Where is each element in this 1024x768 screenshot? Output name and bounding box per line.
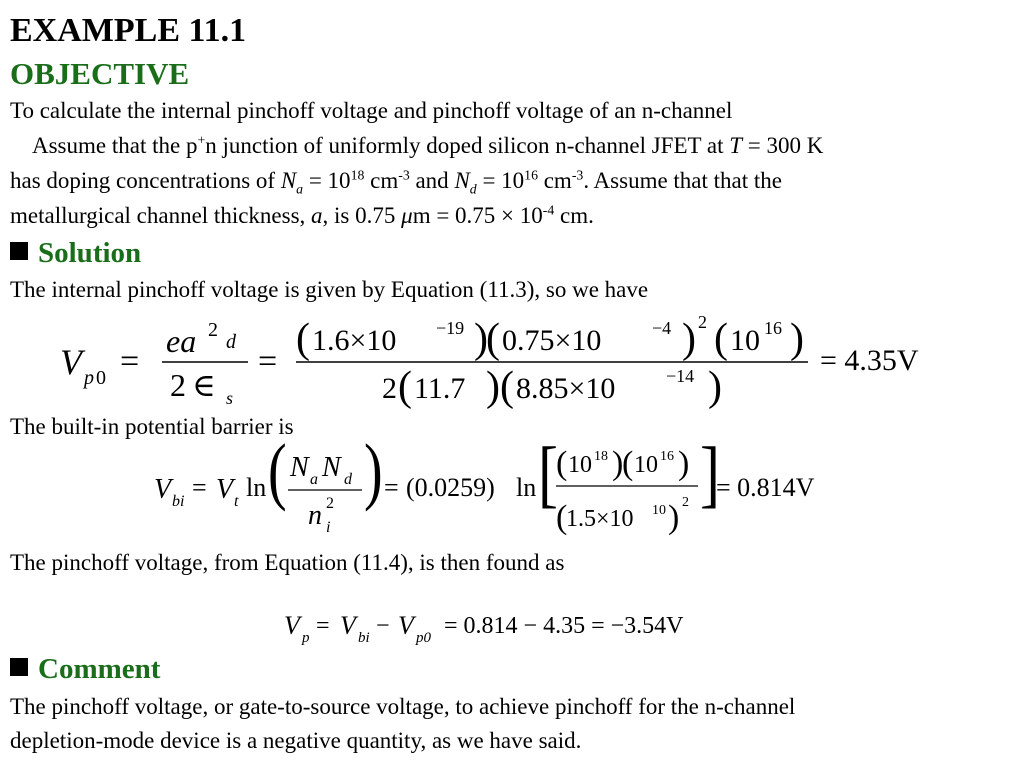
- eq1-den-eps: ∈: [192, 367, 216, 403]
- eq1-den-2: 2: [170, 367, 186, 403]
- eq1-num-exp-4: −4: [652, 318, 672, 338]
- eq2-ln: ln: [246, 473, 267, 502]
- eq1-num-exp-19: −19: [436, 318, 465, 338]
- eq3-equals: =: [316, 613, 330, 639]
- eq1-num-paren: (: [296, 316, 310, 362]
- text-run: n junction of uniformly doped silicon n-channel JFET at: [205, 133, 730, 158]
- superscript: 16: [524, 167, 538, 183]
- eq2-Vt: V: [216, 474, 234, 505]
- eq2-ln-2: ln: [516, 473, 537, 502]
- eq2-den-exp-10: 10: [652, 503, 666, 518]
- eq1-den-s: s: [226, 388, 234, 408]
- eq1-den-8-85: 8.85×10: [516, 372, 616, 405]
- eq1-num-1-6: 1.6×10: [312, 324, 397, 357]
- eq2-paren: (: [622, 445, 634, 482]
- eq1-den-2b: 2: [382, 372, 397, 405]
- text-run: = 10: [476, 168, 525, 193]
- eq2-Na: N: [290, 452, 309, 483]
- eq2-Nd: N: [322, 452, 341, 483]
- superscript: 18: [350, 167, 365, 183]
- text-run: Assume that the p: [32, 133, 198, 158]
- italic-var: a: [311, 203, 323, 228]
- eq2-V: V: [154, 474, 172, 505]
- eq2-ni: n: [308, 500, 322, 531]
- pinchoff-intro: The pinchoff voltage, from Equation (11.4), is then found as: [10, 550, 565, 575]
- eq2-equals-2: =: [384, 473, 399, 502]
- eq1-num-paren: ): [682, 316, 696, 362]
- text-run: cm.: [554, 203, 594, 228]
- eq2-paren: ): [678, 445, 690, 482]
- eq3-sub-bi: bi: [358, 630, 370, 646]
- eq1-V: V: [60, 342, 82, 382]
- eq2-sub-t: t: [234, 493, 239, 510]
- text-run: = 10: [303, 168, 351, 193]
- eq1-result: = 4.35V: [820, 344, 919, 377]
- equation-builtin-potential: [0, 436, 1024, 544]
- eq2-num-10b: 10: [634, 452, 658, 478]
- eq2-num-exp-18: 18: [594, 449, 608, 464]
- eq3-minus: −: [376, 613, 390, 639]
- eq2-bracket: [: [538, 436, 558, 516]
- eq2-sub-a: a: [310, 471, 318, 488]
- comment-heading: [10, 652, 160, 686]
- eq1-num-square: 2: [698, 312, 707, 332]
- objective-line-4: [10, 201, 594, 231]
- eq2-sub-i: i: [326, 519, 331, 536]
- eq3-Vp0: V: [398, 611, 414, 640]
- subscript: a: [296, 181, 304, 197]
- comment-heading-label: Comment: [38, 653, 161, 685]
- objective-line-1: To calculate the internal pinchoff voltage and pinchoff voltage of an n-channel: [10, 98, 733, 123]
- eq1-num-paren: ): [474, 316, 488, 362]
- eq2-num-10a: 10: [568, 452, 592, 478]
- eq3-sub-p: p: [302, 630, 310, 646]
- superscript: -3: [398, 167, 410, 183]
- eq1-num-0-75: 0.75×10: [502, 324, 602, 357]
- equation-internal-pinchoff: [0, 304, 1024, 414]
- eq2-sub-bi: bi: [172, 493, 185, 510]
- eq3-Vbi: V: [340, 611, 356, 640]
- eq1-num-exp-16: 16: [764, 318, 782, 338]
- eq1-den-paren: (: [500, 364, 514, 410]
- eq2-num-exp-16: 16: [660, 449, 674, 464]
- text-run: has doping concentrations of: [10, 168, 281, 193]
- text-run: and: [409, 168, 455, 193]
- eq1-num-ea: ea: [166, 323, 197, 359]
- text-run: = 300 K: [742, 133, 824, 158]
- bullet-square-icon: [10, 658, 28, 676]
- mu-symbol: μ: [401, 203, 413, 228]
- text-run: cm: [364, 168, 399, 193]
- builtin-intro: The built-in potential barrier is: [10, 414, 294, 439]
- eq1-den-exp-14: −14: [666, 366, 695, 386]
- superscript: +: [197, 132, 206, 148]
- eq2-ni-square: 2: [326, 495, 334, 512]
- eq2-bracket: ]: [700, 436, 720, 516]
- eq2-paren: ): [668, 499, 680, 536]
- eq1-sub-0: 0: [96, 367, 106, 389]
- eq1-equals-2: =: [258, 343, 278, 380]
- eq2-paren: ): [364, 436, 383, 513]
- objective-heading: OBJECTIVE: [10, 56, 190, 91]
- eq1-den-paren: (: [398, 364, 412, 410]
- eq2-result: = 0.814V: [716, 473, 815, 502]
- eq2-paren: ): [612, 445, 624, 482]
- italic-var: N: [280, 168, 297, 193]
- eq1-num-paren: (: [486, 316, 500, 362]
- eq1-num-paren: (: [714, 316, 728, 362]
- solution-heading-label: Solution: [38, 237, 142, 269]
- eq2-paren: (: [556, 445, 568, 482]
- objective-line-3: [10, 166, 782, 196]
- eq1-den-paren: ): [708, 364, 722, 410]
- eq2-paren: (: [268, 436, 287, 513]
- solution-intro: The internal pinchoff voltage is given by Equation (11.3), so we have: [10, 277, 649, 302]
- solution-heading: [10, 236, 141, 270]
- comment-line-1: The pinchoff voltage, or gate-to-source voltage, to achieve pinchoff for the n-channel: [10, 694, 796, 719]
- eq1-num-2: 2: [208, 319, 218, 341]
- eq2-den-square: 2: [682, 495, 689, 510]
- page-title: EXAMPLE 11.1: [10, 12, 247, 49]
- equation-pinchoff: [0, 600, 1024, 650]
- eq1-sub-p: p: [84, 367, 94, 389]
- eq2-den-1-5: 1.5×10: [566, 506, 634, 532]
- comment-line-2: depletion-mode device is a negative quantity, as we have said.: [10, 728, 582, 753]
- objective-line-2: [32, 131, 823, 161]
- italic-var: T: [729, 133, 743, 158]
- superscript: -3: [571, 167, 584, 183]
- eq3-V: V: [284, 611, 300, 640]
- eq1-num-paren: ): [790, 316, 804, 362]
- superscript: -4: [542, 202, 555, 218]
- text-run: . Assume that that the: [583, 168, 782, 193]
- text-run: metallurgical channel thickness,: [10, 203, 312, 228]
- text-run: , is 0.75: [322, 203, 402, 228]
- eq2-equals: =: [192, 473, 207, 502]
- eq3-sub-p0: p0: [416, 630, 431, 646]
- eq1-den-paren: ): [486, 364, 500, 410]
- eq2-sub-d: d: [344, 471, 352, 488]
- eq1-den-11-7: 11.7: [414, 372, 466, 405]
- eq2-coefficient: (0.0259): [406, 473, 495, 502]
- eq1-num-10: 10: [730, 324, 760, 357]
- italic-var: N: [454, 168, 470, 193]
- eq3-result: = 0.814 − 4.35 = −3.54V: [444, 613, 684, 639]
- subscript: d: [469, 181, 477, 197]
- text-run: cm: [537, 168, 572, 193]
- eq1-num-d: d: [226, 331, 236, 353]
- eq2-paren: (: [556, 499, 568, 536]
- text-run: m = 0.75 × 10: [412, 203, 543, 228]
- eq1-equals: =: [120, 343, 140, 380]
- bullet-square-icon: [10, 242, 28, 260]
